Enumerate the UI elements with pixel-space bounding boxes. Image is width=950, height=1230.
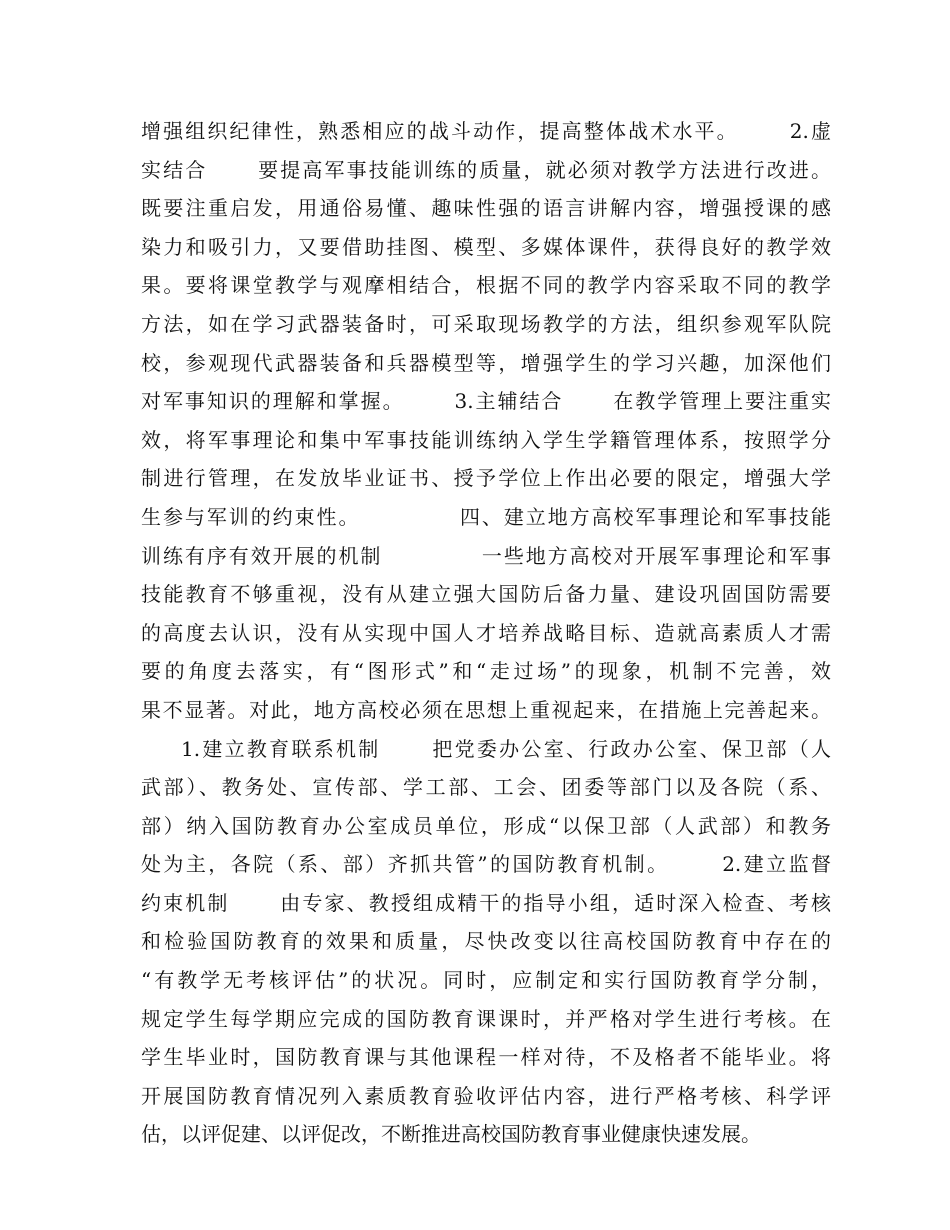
text-line-7: 校，参观现代武器装备和兵器模型等，增强学生的学习兴趣，加深他们 (141, 350, 831, 375)
text-line-9: 效，将军事理论和集中军事技能训练纳入学生学籍管理体系，按照学分 (141, 427, 831, 452)
text-line-2: 实结合 要提高军事技能训练的质量，就必须对教学方法进行改进。 (141, 157, 831, 182)
text-line-6: 方法，如在学习武器装备时，可采取现场教学的方法，组织参观军队院 (141, 311, 831, 336)
text-line-14: 的高度去认识，没有从实现中国人才培养战略目标、造就高素质人才需 (141, 620, 831, 645)
text-line-17: 1.建立教育联系机制 把党委办公室、行政办公室、保卫部（人 (181, 736, 831, 761)
text-line-26: 开展国防教育情况列入素质教育验收评估内容，进行严格考核、科学评 (141, 1083, 831, 1108)
text-line-13: 技能教育不够重视，没有从建立强大国防后备力量、建设巩固国防需要 (141, 582, 831, 607)
text-line-5: 果。要将课堂教学与观摩相结合，根据不同的教学内容采取不同的教学 (141, 273, 831, 298)
text-line-25: 学生毕业时，国防教育课与其他课程一样对待，不及格者不能毕业。将 (141, 1045, 831, 1070)
text-line-21: 约束机制 由专家、教授组成精干的指导小组，适时深入检查、考核 (141, 890, 831, 915)
text-line-27: 估，以评促建、以评促改，不断推进高校国防教育事业健康快速发展。 (141, 1122, 761, 1147)
text-line-19: 部）纳入国防教育办公室成员单位，形成“以保卫部（人武部）和教务 (141, 813, 831, 838)
text-line-3: 既要注重启发，用通俗易懂、趣味性强的语言讲解内容，增强授课的感 (141, 196, 831, 221)
text-line-18: 武部）、教务处、宣传部、学工部、工会、团委等部门以及各院（系、 (141, 775, 831, 800)
document-body (141, 112, 831, 1154)
text-line-12: 训练有序有效开展的机制 一些地方高校对开展军事理论和军事 (141, 543, 831, 568)
text-line-20: 处为主，各院（系、部）齐抓共管”的国防教育机制。 2.建立监督 (141, 852, 831, 877)
text-line-10: 制进行管理，在发放毕业证书、授予学位上作出必要的限定，增强大学 (141, 466, 831, 491)
text-line-4: 染力和吸引力，又要借助挂图、模型、多媒体课件，获得良好的教学效 (141, 234, 831, 259)
text-line-15: 要的角度去落实，有“图形式”和“走过场”的现象，机制不完善，效 (141, 659, 831, 684)
text-line-16: 果不显著。对此，地方高校必须在思想上重视起来，在措施上完善起来。 (141, 697, 831, 722)
text-line-24: 规定学生每学期应完成的国防教育课课时，并严格对学生进行考核。在 (141, 1006, 831, 1031)
text-line-8: 对军事知识的理解和掌握。 3.主辅结合 在教学管理上要注重实 (141, 389, 831, 414)
text-line-1: 增强组织纪律性，熟悉相应的战斗动作，提高整体战术水平。 2.虚 (141, 119, 831, 143)
text-line-23: “有教学无考核评估”的状况。同时，应制定和实行国防教育学分制， (141, 968, 831, 993)
text-line-11: 生参与军训的约束性。 四、建立地方高校军事理论和军事技能 (141, 504, 831, 529)
text-line-22: 和检验国防教育的效果和质量，尽快改变以往高校国防教育中存在的 (141, 929, 831, 954)
